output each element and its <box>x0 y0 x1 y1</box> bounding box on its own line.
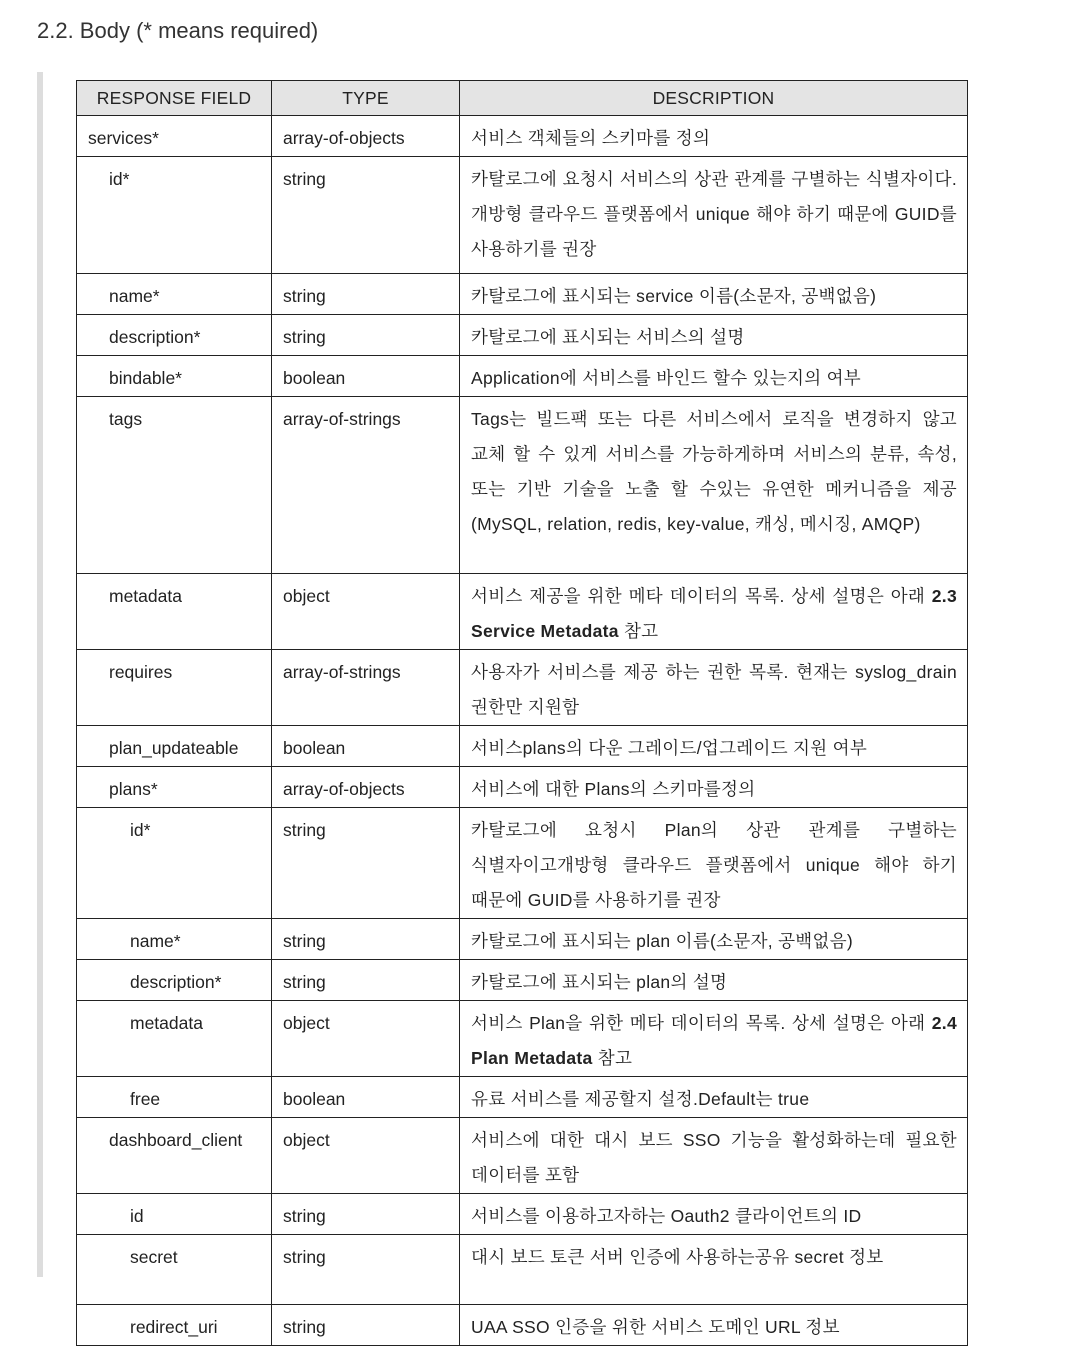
field-cell: bindable* <box>77 356 272 397</box>
description-cell: 서비스를 이용하고자하는 Oauth2 클라이언트의 ID <box>460 1194 968 1235</box>
field-cell: metadata <box>77 574 272 650</box>
header-type: TYPE <box>272 81 460 116</box>
field-cell: description* <box>77 960 272 1001</box>
field-cell: requires <box>77 650 272 726</box>
description-cell: 카탈로그에 표시되는 서비스의 설명 <box>460 315 968 356</box>
type-cell: string <box>272 274 460 315</box>
table-row <box>77 116 968 157</box>
field-cell: description* <box>77 315 272 356</box>
description-cell: 서비스에 대한 Plans의 스키마를정의 <box>460 767 968 808</box>
table-row <box>77 1194 968 1235</box>
type-cell: object <box>272 574 460 650</box>
reference-link-text: 2.4 Plan Metadata <box>471 1013 957 1068</box>
type-cell: string <box>272 1305 460 1346</box>
field-cell: dashboard_client <box>77 1118 272 1194</box>
description-cell: Tags는 빌드팩 또는 다른 서비스에서 로직을 변경하지 않고 교체 할 수 있게 서비스를 가능하게하며 서비스의 분류, 속성, 또는 기반 기술을 노출 할 수있는 유연한 메커니즘을 제공(MySQL, relation, redis, key-value, 캐싱, 메시징, AMQP) <box>460 397 968 574</box>
table-row <box>77 1077 968 1118</box>
description-cell: 유료 서비스를 제공할지 설정.Default는 true <box>460 1077 968 1118</box>
type-cell: string <box>272 1194 460 1235</box>
table-row <box>77 650 968 726</box>
response-fields-table <box>76 80 968 1346</box>
reference-link-text: 2.3 Service Metadata <box>471 586 957 641</box>
field-cell: name* <box>77 919 272 960</box>
type-cell: array-of-objects <box>272 767 460 808</box>
type-cell: string <box>272 1235 460 1305</box>
description-cell: 서비스 객체들의 스키마를 정의 <box>460 116 968 157</box>
table-header-row <box>77 81 968 116</box>
type-cell: string <box>272 157 460 274</box>
table-row <box>77 919 968 960</box>
field-cell: id <box>77 1194 272 1235</box>
description-cell: 카탈로그에 표시되는 service 이름(소문자, 공백없음) <box>460 274 968 315</box>
type-cell: string <box>272 315 460 356</box>
field-cell: redirect_uri <box>77 1305 272 1346</box>
header-description: DESCRIPTION <box>460 81 968 116</box>
table-row <box>77 157 968 274</box>
type-cell: object <box>272 1001 460 1077</box>
type-cell: boolean <box>272 1077 460 1118</box>
description-cell: 사용자가 서비스를 제공 하는 권한 목록. 현재는 syslog_drain 권한만 지원함 <box>460 650 968 726</box>
table-row <box>77 574 968 650</box>
section-heading: 2.2. Body (* means required) <box>37 18 319 43</box>
type-cell: string <box>272 960 460 1001</box>
type-cell: object <box>272 1118 460 1194</box>
field-cell: services* <box>77 116 272 157</box>
type-cell: array-of-strings <box>272 397 460 574</box>
description-cell: Application에 서비스를 바인드 할수 있는지의 여부 <box>460 356 968 397</box>
field-cell: secret <box>77 1235 272 1305</box>
type-cell: boolean <box>272 726 460 767</box>
field-cell: plans* <box>77 767 272 808</box>
description-cell: 서비스에 대한 대시 보드 SSO 기능을 활성화하는데 필요한 데이터를 포함 <box>460 1118 968 1194</box>
type-cell: array-of-strings <box>272 650 460 726</box>
description-cell: 대시 보드 토큰 서버 인증에 사용하는공유 secret 정보 <box>460 1235 968 1305</box>
description-cell: 서비스plans의 다운 그레이드/업그레이드 지원 여부 <box>460 726 968 767</box>
field-cell: id* <box>77 157 272 274</box>
description-cell: 카탈로그에 요청시 서비스의 상관 관계를 구별하는 식별자이다.개방형 클라우드 플랫폼에서 unique 해야 하기 때문에 GUID를 사용하기를 권장 <box>460 157 968 274</box>
table-row <box>77 960 968 1001</box>
table-row <box>77 726 968 767</box>
table-row <box>77 1235 968 1305</box>
description-cell: 카탈로그에 요청시 Plan의 상관 관계를 구별하는 식별자이고개방형 클라우드 플랫폼에서 unique 해야 하기 때문에 GUID를 사용하기를 권장 <box>460 808 968 919</box>
field-cell: name* <box>77 274 272 315</box>
field-cell: id* <box>77 808 272 919</box>
header-response-field: RESPONSE FIELD <box>77 81 272 116</box>
description-cell: UAA SSO 인증을 위한 서비스 도메인 URL 정보 <box>460 1305 968 1346</box>
type-cell: array-of-objects <box>272 116 460 157</box>
table-row <box>77 1001 968 1077</box>
table-row <box>77 1305 968 1346</box>
field-cell: free <box>77 1077 272 1118</box>
type-cell: boolean <box>272 356 460 397</box>
blockquote-bar <box>37 72 43 1277</box>
table-row <box>77 356 968 397</box>
table-row <box>77 397 968 574</box>
table-row <box>77 274 968 315</box>
type-cell: string <box>272 919 460 960</box>
field-cell: metadata <box>77 1001 272 1077</box>
description-cell: 카탈로그에 표시되는 plan 이름(소문자, 공백없음) <box>460 919 968 960</box>
table-row <box>77 767 968 808</box>
description-cell: 서비스 Plan을 위한 메타 데이터의 목록. 상세 설명은 아래 2.4 Plan Metadata 참고 <box>460 1001 968 1077</box>
table-row <box>77 315 968 356</box>
table-row <box>77 808 968 919</box>
field-cell: plan_updateable <box>77 726 272 767</box>
field-cell: tags <box>77 397 272 574</box>
description-cell: 카탈로그에 표시되는 plan의 설명 <box>460 960 968 1001</box>
table-row <box>77 1118 968 1194</box>
description-cell: 서비스 제공을 위한 메타 데이터의 목록. 상세 설명은 아래 2.3 Service Metadata 참고 <box>460 574 968 650</box>
type-cell: string <box>272 808 460 919</box>
